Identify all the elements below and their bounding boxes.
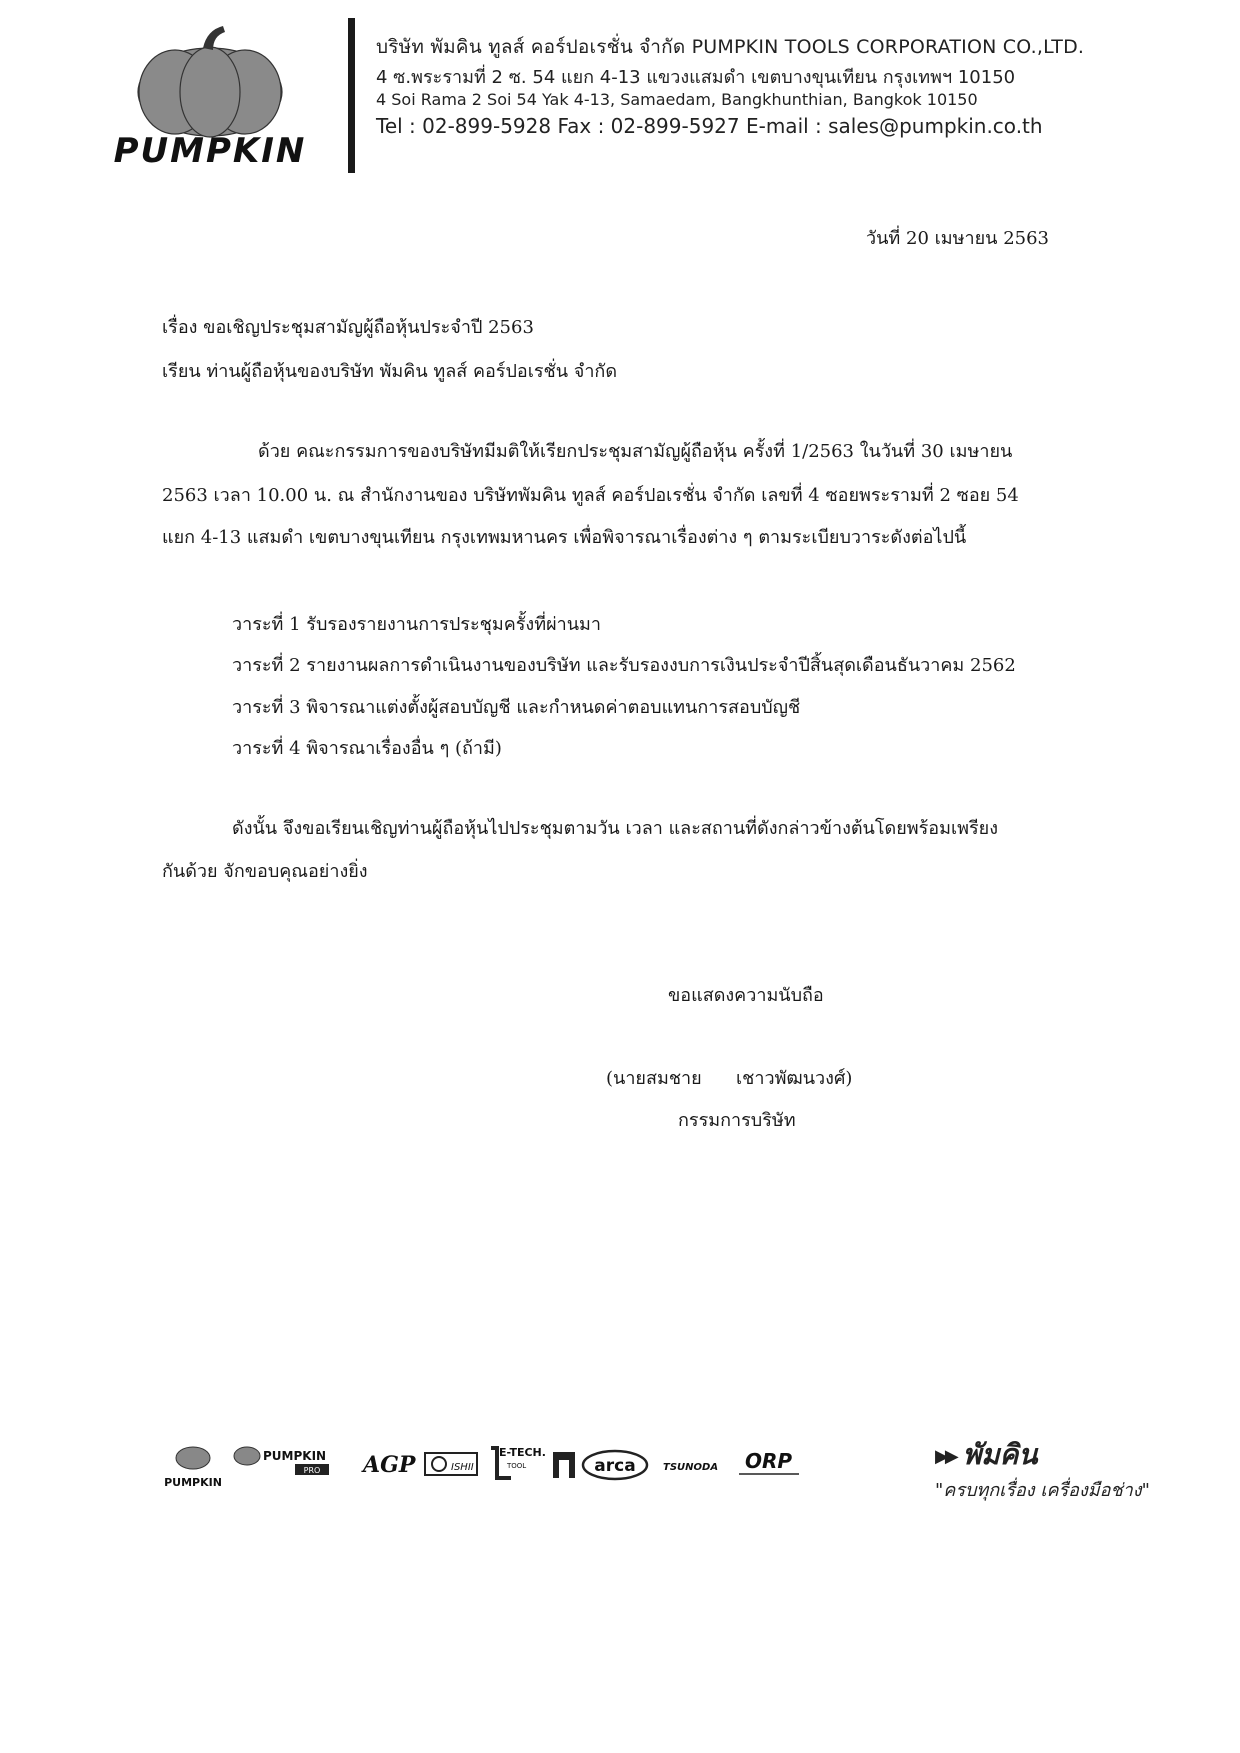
letter-subject: เรื่อง ขอเชิญประชุมสามัญผู้ถือหุ้นประจำปี 2563 xyxy=(162,317,534,338)
brand-logo-strip xyxy=(155,1438,885,1498)
agenda-item-4: วาระที่ 4 พิจารณาเรื่องอื่น ๆ (ถ้ามี) xyxy=(232,738,502,759)
paragraph-line: แยก 4-13 แสมดำ เขตบางขุนเทียน กรุงเทพมหานคร เพื่อพิจารณาเรื่องต่าง ๆ ตามระเบียบวาระดังต่อไปนี้ xyxy=(162,527,967,548)
double-arrow-icon: ▶▶ xyxy=(935,1445,955,1467)
brand-agp xyxy=(361,1452,417,1478)
letter-date: วันที่ 20 เมษายน 2563 xyxy=(866,228,1049,249)
complimentary-close: ขอแสดงความนับถือ xyxy=(668,985,824,1006)
footer-brand-thai: ▶▶ พัมคิน xyxy=(935,1438,1038,1471)
pumpkin-logo xyxy=(85,22,335,172)
paragraph-line: ด้วย คณะกรรมการของบริษัทมีมติให้เรียกประชุมสามัญผู้ถือหุ้น ครั้งที่ 1/2563 ในวันที่ 30 เมษายน xyxy=(258,441,1013,462)
agenda-item-2: วาระที่ 2 รายงานผลการดำเนินงานของบริษัท และรับรองงบการเงินประจำปีสิ้นสุดเดือนธันวาคม 2562 xyxy=(232,655,1016,676)
svg-text:PRO: PRO xyxy=(303,1466,321,1475)
svg-text:ISHII: ISHII xyxy=(451,1462,474,1473)
svg-text:E-TECH.: E-TECH. xyxy=(499,1446,546,1459)
svg-text:arca: arca xyxy=(594,1456,636,1476)
logo-wordmark: PUMPKIN xyxy=(113,131,307,171)
address-english: 4 Soi Rama 2 Soi 54 Yak 4-13, Samaedam, Bangkhunthian, Bangkok 10150 xyxy=(376,90,978,109)
signatory-name: (นายสมชาย เชาวพัฒนวงศ์) xyxy=(606,1068,853,1089)
letter-recipient: เรียน ท่านผู้ถือหุ้นของบริษัท พัมคิน ทูลส์ คอร์ปอเรชั่น จำกัด xyxy=(162,361,618,382)
brand-etech xyxy=(491,1446,546,1478)
brand-pumpkin xyxy=(164,1447,222,1489)
agenda-item-1: วาระที่ 1 รับรองรายงานการประชุมครั้งที่ผ่านมา xyxy=(232,614,602,635)
svg-text:TSUNODA: TSUNODA xyxy=(663,1462,719,1473)
closing-paragraph-line: กันด้วย จักขอบคุณอย่างยิ่ง xyxy=(162,861,368,882)
letterhead-divider xyxy=(348,18,355,173)
brand-pumpkin-pro xyxy=(234,1447,329,1475)
svg-text:PUMPKIN: PUMPKIN xyxy=(263,1449,327,1463)
brand-orp xyxy=(739,1449,799,1474)
brand-arca xyxy=(583,1451,647,1479)
closing-paragraph-line: ดังนั้น จึงขอเรียนเชิญท่านผู้ถือหุ้นไปประชุมตามวัน เวลา และสถานที่ดังกล่าวข้างต้นโดยพร้อมเพรียง xyxy=(232,818,998,839)
contact-line: Tel : 02-899-5928 Fax : 02-899-5927 E-mail : sales@pumpkin.co.th xyxy=(376,114,1043,138)
brand-ishii xyxy=(425,1453,477,1475)
brand-tsunoda xyxy=(663,1462,718,1473)
agenda-item-3: วาระที่ 3 พิจารณาแต่งตั้งผู้สอบบัญชี และกำหนดค่าตอบแทนการสอบบัญชี xyxy=(232,697,801,718)
svg-text:AGP: AGP xyxy=(363,1452,416,1478)
svg-text:TOOL: TOOL xyxy=(507,1462,527,1470)
signatory-title: กรรมการบริษัท xyxy=(678,1110,796,1131)
footer-tagline: "ครบทุกเรื่อง เครื่องมือช่าง" xyxy=(935,1480,1150,1501)
company-name: บริษัท พัมคิน ทูลส์ คอร์ปอเรชั่น จำกัด PUMPKIN TOOLS CORPORATION CO.,LTD. xyxy=(376,36,1085,58)
paragraph-line: 2563 เวลา 10.00 น. ณ สำนักงานของ บริษัทพัมคิน ทูลส์ คอร์ปอเรชั่น จำกัด เลขที่ 4 ซอยพระรามที่ 2 ซอย 54 xyxy=(162,485,1019,506)
svg-text:ORP: ORP xyxy=(745,1449,793,1473)
address-thai: 4 ซ.พระรามที่ 2 ซ. 54 แยก 4-13 แขวงแสมดำ เขตบางขุนเทียน กรุงเทพฯ 10150 xyxy=(376,67,1016,88)
svg-text:PUMPKIN: PUMPKIN xyxy=(164,1476,222,1489)
brand-mark xyxy=(553,1452,575,1478)
